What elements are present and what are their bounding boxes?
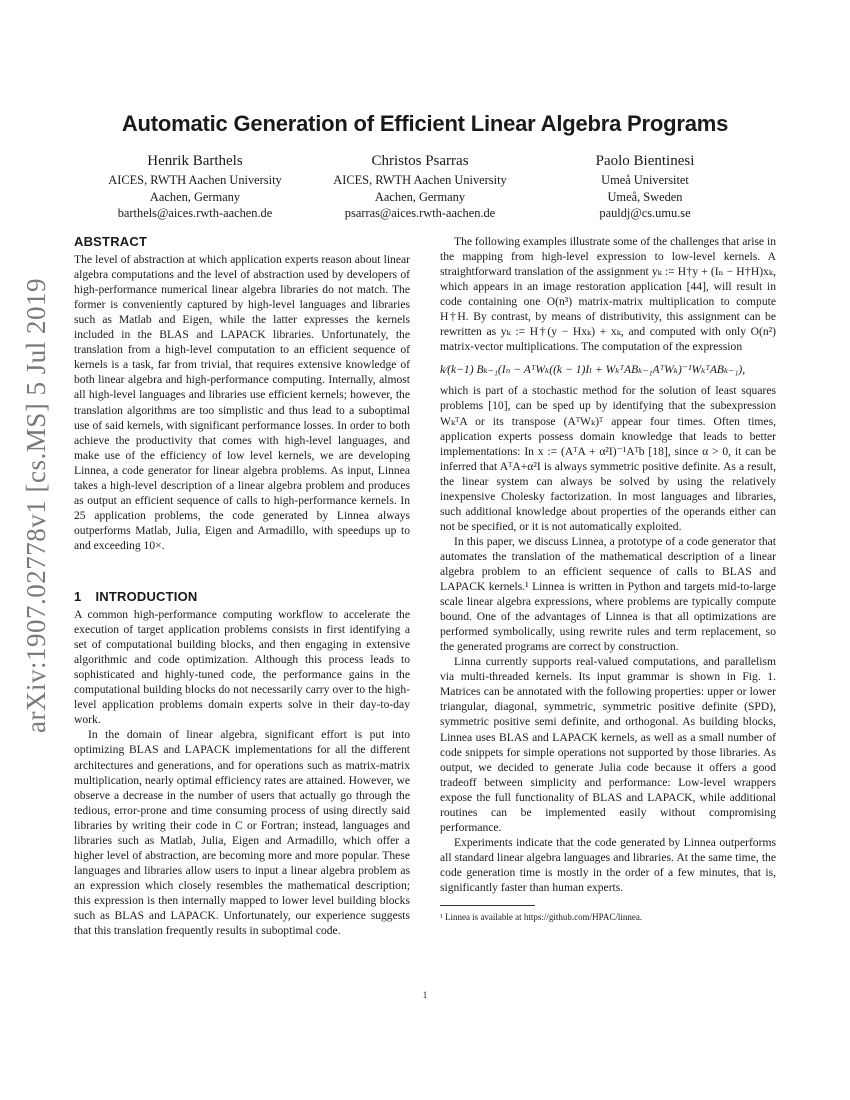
author-block [75, 150, 775, 230]
author-email: psarras@aices.rwth-aachen.de [344, 206, 496, 220]
author-location: Aachen, Germany [374, 189, 466, 204]
author-affiliation: AICES, RWTH Aachen University [108, 173, 282, 187]
footnote-divider [440, 905, 535, 906]
author-location: Umeå, Sweden [607, 189, 683, 204]
intro-paragraph-2: In the domain of linear algebra, significant effort is put into optimizing BLAS and LAPACK implementations for all the different architectures and generations, and for operations such as matrix-matrix multiplication, nearly optimal efficiency rates are attained. However, we observe a decrease in the number of users that actually go through the tedious, error-prone and time consuming process of using directly said libraries by writing their code in C or Fortran; instead, languages and libraries such as Matlab, Julia, Eigen and Armadillo, which offer a higher level of abstraction, are becoming more and more popular. These languages and libraries allow users to input a linear algebra problem as an expression which closely resembles the mathematical description; this expression is then internally mapped to lower level building blocks such as BLAS and LAPACK. Unfortunately, our experience suggests that this translation frequently results in suboptimal code. [74, 728, 410, 938]
display-equation: k⁄(k−1) Bₖ₋₁(Iₙ − AᵀWₖ((k − 1)Iₗ + WₖᵀABₖ₋₁AᵀWₖ)⁻¹WₖᵀABₖ₋₁), [440, 363, 746, 377]
author-1 [75, 150, 315, 222]
author-affiliation: AICES, RWTH Aachen University [333, 173, 507, 187]
intro-paragraph-7: Experiments indicate that the code generated by Linnea outperforms all standard linear algebra languages and libraries. At the same time, the code generation time is mostly in the order of a few minutes, that is, significantly faster than human experts. [440, 835, 776, 894]
arxiv-identifier-stamp [14, 277, 58, 733]
author-location: Aachen, Germany [149, 189, 241, 204]
abstract-text: The level of abstraction at which application experts reason about linear algebra computations and the level of abstraction used by developers of high-performance numerical linear algebra libraries do not match. The former is conveniently captured by high-level languages and libraries such as Matlab and Eigen, while the latter expresses the kernels included in the BLAS and LAPACK libraries. Unfortunately, the translation from a high-level computation to an efficient sequence of kernels is a task, far from trivial, that requires extensive knowledge of both linear algebra and high-performance computing. Internally, almost all high-level languages and libraries use efficient kernels; however, the translation algorithms are too simplistic and thus lead to a suboptimal use of said kernels, with significant performance losses. In order to both achieve the productivity that comes with high-level languages, and make use of the efficiency of low level kernels, we are developing Linnea, a code generator for linear algebra problems. As input, Linnea takes a high-level description of a linear algebra problem and produces as output an efficient sequence of calls to high-performance kernels. In 25 application problems, the code generated by Linnea always outperforms Matlab, Julia, Eigen and Armadillo, with speedups up to and exceeding 10×. [74, 253, 410, 552]
paper-title: Automatic Generation of Efficient Linear Algebra Programs [121, 111, 729, 136]
author-2 [300, 150, 540, 222]
section-number: 1 [74, 588, 82, 604]
intro-paragraph-5: In this paper, we discuss Linnea, a prototype of a code generator that automates the translation of the mathematical description of a linear algebra problem to an efficient sequence of calls to BLAS and LAPACK kernels.¹ Linnea is written in Python and targets mid-to-large scale linear algebra expressions, where problems are typically compute bound. One of the advantages of Linnea is that all optimizations are performed symbolically, using rewrite rules and term replacement, so the generated programs are correct by construction. [440, 534, 776, 654]
right-column [440, 234, 776, 925]
arxiv-identifier-text: arXiv:1907.02778v1 [cs.MS] 5 Jul 2019 [20, 277, 51, 733]
author-name: Henrik Barthels [147, 153, 243, 169]
author-name: Paolo Bientinesi [595, 153, 695, 169]
intro-paragraph-3: The following examples illustrate some of the challenges that arise in the mapping from high-level expression to low-level kernels. A straightforward translation of the assignment yₖ := H†y + (Iₙ − H†H)xₖ, which appears in an image restoration application [44], will result in code containing one O(n³) matrix-matrix multiplication to compute H†H. By contrast, by means of distributivity, this assignment can be rewritten as yₖ := H†(y − Hxₖ) + xₖ, and computed with only O(n²) matrix-vector multiplications. The computation of the expression [440, 235, 776, 354]
left-column [74, 234, 410, 938]
section-title: INTRODUCTION [95, 588, 198, 604]
author-name: Christos Psarras [371, 153, 469, 169]
author-email: barthels@aices.rwth-aachen.de [117, 206, 273, 220]
intro-paragraph-4: which is part of a stochastic method for the solution of least squares problems [10], can be sped up by identifying that the subexpression WₖᵀA or its transpose (AᵀWₖ)ᵀ appear four times. Often times, application experts possess domain knowledge that leads to better implementations: In x := (AᵀA + α²I)⁻¹Aᵀb [18], since α > 0, it can be inferred that AᵀA+α²I is always symmetric positive definite. As a result, the linear system can always be solved by using the relatively inexpensive Cholesky factorization. In most languages and libraries, such additional knowledge about properties of the operands either can not be specified, or it is not automatically exploited. [440, 384, 776, 533]
author-3 [525, 150, 765, 222]
intro-paragraph-1: A common high-performance computing workflow to accelerate the execution of target application problems consists in first identifying a set of computational building blocks, and then engaging in extensive algorithmic and code optimization. Although this process leads to sophisticated and highly-tuned code, the performance gains in the computational building blocks do not necessarily carry over to the high-level application problems domain experts solve in their day-to-day work. [74, 608, 410, 727]
page-number: 1 [422, 990, 428, 1000]
introduction-heading [74, 589, 410, 604]
footnote: ¹ Linnea is available at https://github.com/HPAC/linnea. [440, 912, 643, 923]
author-email: pauldj@cs.umu.se [599, 206, 691, 220]
intro-paragraph-6: Linna currently supports real-valued computations, and parallelism via multi-threaded kernels. Its input grammar is shown in Fig. 1. Matrices can be annotated with the following properties: upper or lower triangular, diagonal, symmetric, symmetric positive definite (SPD), symmetric positive semi definite, and orthogonal. As building blocks, Linnea uses BLAS and LAPACK kernels, as well as a small number of code snippets for simple operations not supported by those libraries. As output, we decided to generate Julia code because it offers a good tradeoff between simplicity and performance: Low-level wrappers expose the full functionality of BLAS and LAPACK, while additional routines can be implemented easily without compromising performance. [440, 655, 776, 834]
abstract-heading: ABSTRACT [74, 234, 148, 249]
author-affiliation: Umeå Universitet [601, 173, 689, 187]
